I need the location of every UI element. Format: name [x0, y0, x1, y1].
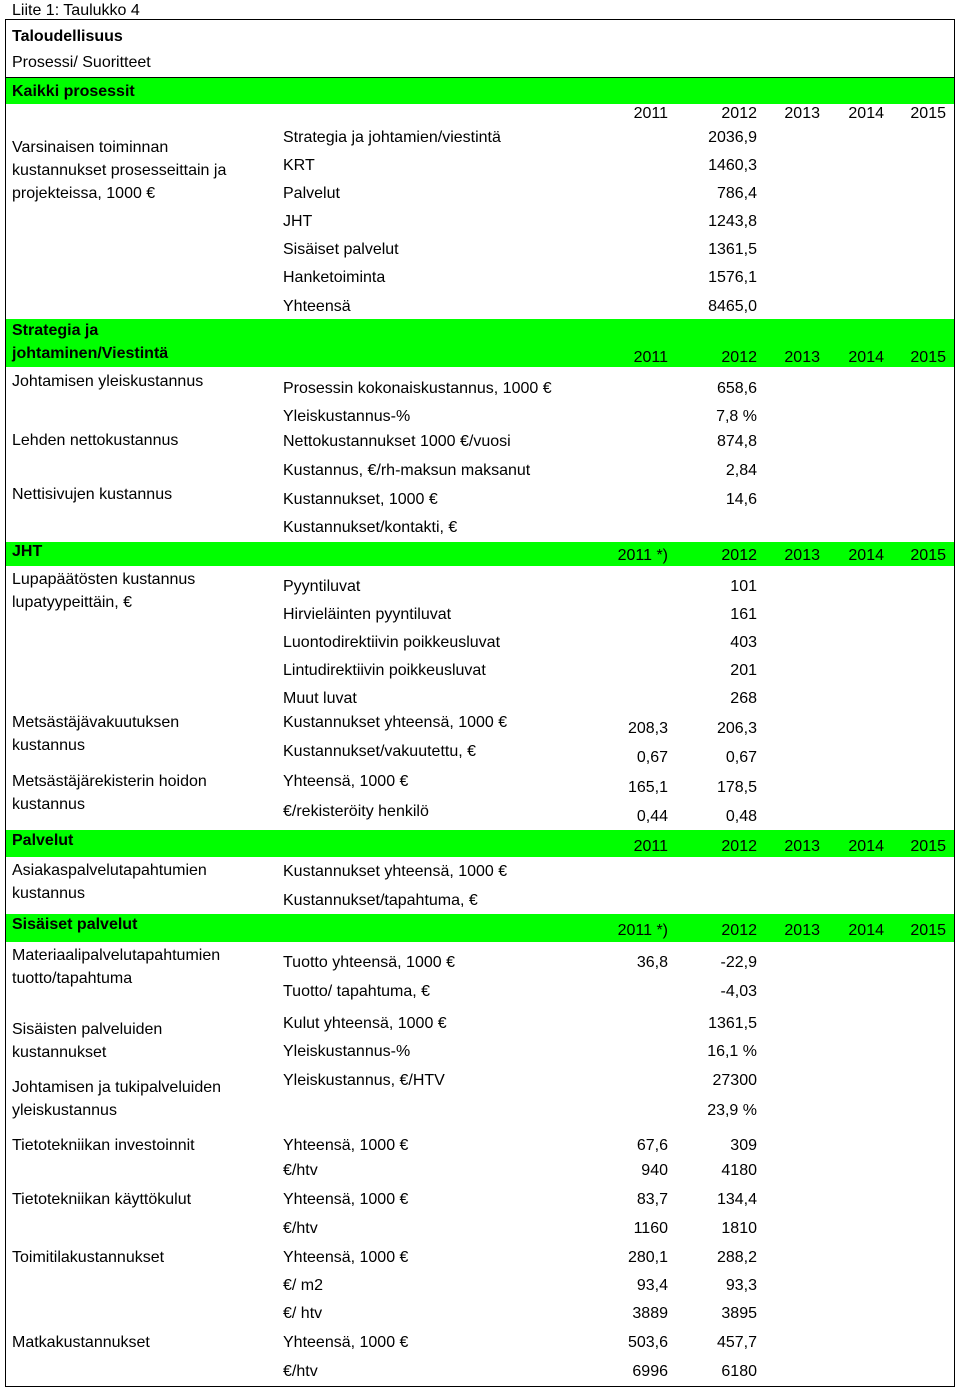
metric-name: €/rekisteröity henkilö	[283, 803, 429, 820]
section-header-jht: JHT	[12, 543, 43, 560]
year-header: 2011	[633, 105, 668, 122]
value-2012: 0,67	[725, 749, 757, 766]
year-header: 2014	[848, 349, 884, 366]
caption: Liite 1: Taulukko 4	[12, 2, 140, 19]
year-header: 2011	[633, 838, 668, 855]
value-2011: 165,1	[627, 779, 668, 796]
section-header-kaikki: Kaikki prosessit	[12, 83, 135, 100]
metric-name: Yhteensä	[283, 298, 351, 315]
metric-name: Palvelut	[283, 185, 340, 202]
value-2012: 1243,8	[708, 213, 757, 230]
year-header: 2013	[784, 349, 820, 366]
metric-name: Yhteensä, 1000 €	[283, 1191, 409, 1208]
metric-name: Prosessin kokonaiskustannus, 1000 €	[283, 380, 552, 397]
value-2012: 658,6	[716, 380, 757, 397]
metric-name: €/htv	[283, 1363, 318, 1380]
year-header: 2012	[721, 105, 757, 122]
value-2012: 27300	[712, 1072, 757, 1089]
value-2012: 1576,1	[708, 269, 757, 286]
year-header: 2011	[633, 349, 668, 366]
year-header: 2012	[721, 349, 757, 366]
value-2012: 403	[730, 634, 757, 651]
section-header-strategia: johtaminen/Viestintä	[12, 345, 169, 362]
value-2012: 6180	[721, 1363, 757, 1380]
metric-name: Tuotto/ tapahtuma, €	[283, 983, 431, 1000]
metric-name: Kustannukset yhteensä, 1000 €	[283, 714, 508, 731]
year-header: 2012	[721, 547, 757, 564]
metric-name: Kustannukset/tapahtuma, €	[283, 892, 478, 909]
value-2012: 874,8	[716, 433, 757, 450]
metric-name: Lintudirektiivin poikkeusluvat	[283, 662, 486, 679]
metric-name: Yleiskustannus-%	[283, 1043, 411, 1060]
year-header: 2015	[910, 547, 946, 564]
year-header: 2014	[848, 105, 884, 122]
row-label: tuotto/tapahtuma	[12, 970, 133, 987]
year-header: 2015	[910, 105, 946, 122]
section-header-sisaiset: Sisäiset palvelut	[12, 916, 138, 933]
year-header: 2015	[910, 349, 946, 366]
metric-name: Kustannukset, 1000 €	[283, 491, 438, 508]
row-label: Lupapäätösten kustannus	[12, 571, 196, 588]
value-2012: 201	[730, 662, 757, 679]
value-2011: 93,4	[636, 1277, 668, 1294]
metric-name: Pyyntiluvat	[283, 578, 361, 595]
value-2012: 14,6	[725, 491, 757, 508]
value-2012: 4180	[721, 1162, 757, 1179]
metric-name: €/htv	[283, 1162, 318, 1179]
metric-name: Kustannus, €/rh-maksun maksanut	[283, 462, 531, 479]
metric-name: Kustannukset/vakuutettu, €	[283, 743, 477, 760]
year-header: 2012	[721, 922, 757, 939]
value-2011: 67,6	[636, 1137, 668, 1154]
year-header: 2011 *)	[617, 547, 668, 564]
metric-name: Nettokustannukset 1000 €/vuosi	[283, 433, 511, 450]
year-header: 2013	[784, 922, 820, 939]
row-label: Matkakustannukset	[12, 1334, 150, 1351]
metric-name: Hanketoiminta	[283, 269, 386, 286]
value-2012: 206,3	[716, 720, 757, 737]
year-header: 2015	[910, 838, 946, 855]
value-2012: 2,84	[725, 462, 757, 479]
year-header: 2012	[721, 838, 757, 855]
value-2012: 457,7	[716, 1334, 757, 1351]
section-header-bg	[6, 78, 954, 104]
value-2011: 280,1	[627, 1249, 668, 1266]
metric-name: Yhteensä, 1000 €	[283, 1334, 409, 1351]
value-2011: 0,44	[636, 808, 668, 825]
row-label: kustannukset	[12, 1044, 107, 1061]
metric-name: Yhteensä, 1000 €	[283, 1137, 409, 1154]
row-label: Nettisivujen kustannus	[12, 486, 173, 503]
value-2011: 208,3	[627, 720, 668, 737]
section-header-strategia: Strategia ja	[12, 322, 99, 339]
metric-name: Yhteensä, 1000 €	[283, 1249, 409, 1266]
row-label: Johtamisen ja tukipalveluiden	[12, 1079, 222, 1096]
metric-name: €/ htv	[283, 1305, 323, 1322]
value-2012: -22,9	[720, 954, 757, 971]
metric-name: Kustannukset/kontakti, €	[283, 519, 458, 536]
metric-name: €/htv	[283, 1220, 318, 1237]
row-label: Lehden nettokustannus	[12, 432, 179, 449]
value-2012: 288,2	[716, 1249, 757, 1266]
row-label: Metsästäjärekisterin hoidon	[12, 773, 207, 790]
value-2011: 3889	[632, 1305, 668, 1322]
metric-name: Kustannukset yhteensä, 1000 €	[283, 863, 508, 880]
value-2012: 2036,9	[708, 129, 757, 146]
value-2012: 93,3	[725, 1277, 757, 1294]
value-2012: 309	[730, 1137, 757, 1154]
table-subtitle: Prosessi/ Suoritteet	[12, 54, 151, 71]
row-label: kustannus	[12, 737, 85, 754]
value-2011: 1160	[633, 1220, 668, 1237]
metric-name: Strategia ja johtamien/viestintä	[283, 129, 501, 146]
row-label: kustannukset prosesseittain ja	[12, 162, 227, 179]
year-header: 2015	[910, 922, 946, 939]
row-label: Sisäisten palveluiden	[12, 1021, 163, 1038]
table-title: Taloudellisuus	[12, 28, 123, 45]
value-2012: 161	[730, 606, 757, 623]
metric-name: KRT	[283, 157, 315, 174]
row-label: Toimitilakustannukset	[12, 1249, 165, 1266]
value-2012: -4,03	[720, 983, 757, 1000]
year-header: 2014	[848, 547, 884, 564]
value-2011: 36,8	[636, 954, 668, 971]
value-2012: 268	[730, 690, 757, 707]
row-label: projekteissa, 1000 €	[12, 185, 156, 202]
metric-name: Yleiskustannus, €/HTV	[283, 1072, 445, 1089]
year-header: 2013	[784, 547, 820, 564]
value-2011: 940	[641, 1162, 668, 1179]
value-2012: 3895	[721, 1305, 757, 1322]
value-2012: 23,9 %	[707, 1102, 757, 1119]
metric-name: Yhteensä, 1000 €	[283, 773, 409, 790]
value-2012: 134,4	[716, 1191, 757, 1208]
value-2012: 101	[730, 578, 757, 595]
metric-name: €/ m2	[283, 1277, 324, 1294]
year-header: 2011 *)	[617, 922, 668, 939]
value-2012: 0,48	[725, 808, 757, 825]
row-label: kustannus	[12, 796, 85, 813]
metric-name: Kulut yhteensä, 1000 €	[283, 1015, 447, 1032]
table-frame	[5, 19, 955, 1387]
value-2011: 6996	[632, 1363, 668, 1380]
metric-name: Luontodirektiivin poikkeusluvat	[283, 634, 501, 651]
metric-name: Muut luvat	[283, 690, 357, 707]
value-2012: 7,8 %	[716, 408, 757, 425]
row-label: Tietotekniikan investoinnit	[12, 1137, 195, 1154]
metric-name: Hirvieläinten pyyntiluvat	[283, 606, 452, 623]
row-label: Johtamisen yleiskustannus	[12, 373, 204, 390]
year-header: 2014	[848, 922, 884, 939]
value-2011: 0,67	[636, 749, 668, 766]
value-2012: 1810	[721, 1220, 757, 1237]
metric-name: Yleiskustannus-%	[283, 408, 411, 425]
value-2012: 178,5	[716, 779, 757, 796]
value-2012: 1460,3	[708, 157, 757, 174]
value-2012: 786,4	[716, 185, 757, 202]
section-header-palvelut: Palvelut	[12, 832, 74, 849]
metric-name: Sisäiset palvelut	[283, 241, 399, 258]
value-2012: 1361,5	[708, 241, 757, 258]
row-label: Materiaalipalvelutapahtumien	[12, 947, 221, 964]
row-label: lupatyypeittäin, €	[12, 594, 133, 611]
year-header: 2014	[848, 838, 884, 855]
value-2012: 16,1 %	[707, 1043, 757, 1060]
row-label: Varsinaisen toiminnan	[12, 139, 169, 156]
value-2011: 83,7	[636, 1191, 668, 1208]
year-header: 2013	[784, 105, 820, 122]
metric-name: Tuotto yhteensä, 1000 €	[283, 954, 455, 971]
row-label: kustannus	[12, 885, 85, 902]
row-label: Tietotekniikan käyttökulut	[12, 1191, 192, 1208]
value-2012: 8465,0	[708, 298, 757, 315]
value-2012: 1361,5	[708, 1015, 757, 1032]
metric-name: JHT	[283, 213, 313, 230]
row-label: yleiskustannus	[12, 1102, 117, 1119]
row-label: Asiakaspalvelutapahtumien	[12, 862, 207, 879]
year-header: 2013	[784, 838, 820, 855]
value-2011: 503,6	[627, 1334, 668, 1351]
row-label: Metsästäjävakuutuksen	[12, 714, 180, 731]
